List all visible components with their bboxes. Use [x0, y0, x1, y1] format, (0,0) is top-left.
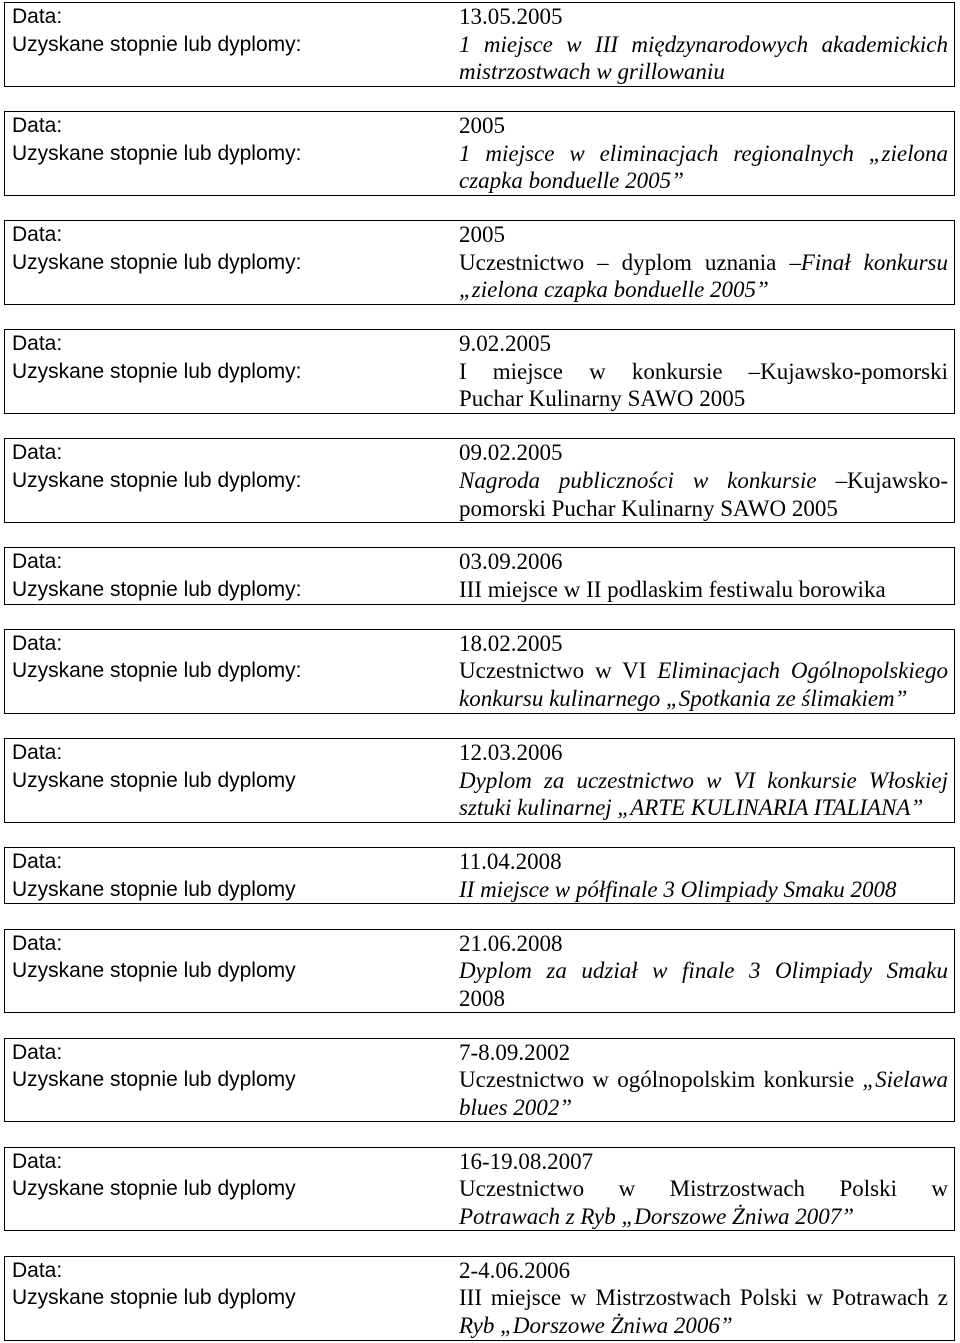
award-description — [459, 576, 954, 604]
date-value: 13.05.2005 — [459, 4, 563, 29]
description-line — [459, 685, 948, 713]
date-value: 18.02.2005 — [459, 630, 563, 656]
description-text: Uczestnictwo – dyplom uznania – — [459, 249, 801, 275]
description-text: blues 2002” — [459, 1094, 573, 1120]
description-text: 1 miejsce w eliminacjach regionalnych „zielona — [459, 140, 948, 166]
award-description — [459, 876, 954, 904]
award-entry — [4, 847, 955, 904]
description-line — [459, 985, 948, 1013]
description-line — [459, 1066, 948, 1094]
award-entry — [4, 929, 955, 1014]
date-label: Data: — [12, 332, 63, 356]
award-description — [459, 1175, 954, 1230]
date-label: Data: — [12, 1040, 63, 1064]
date-value: 16-19.08.2007 — [459, 1148, 594, 1174]
description-text: I miejsce w konkursie –Kujawsko-pomorski — [459, 358, 948, 384]
description-text: Uczestnictwo w Mistrzostwach Polski w — [459, 1176, 948, 1202]
description-line — [459, 167, 948, 195]
description-text: Uczestnictwo w ogólnopolskim konkursie — [459, 1067, 863, 1093]
description-text: „zielona czapka bonduelle 2005” — [459, 277, 769, 303]
description-text: III miejsce w Mistrzostwach Polski w Potrawach z — [459, 1285, 948, 1311]
award-entry — [4, 438, 955, 523]
awards-label: Uzyskane stopnie lub dyplomy: — [12, 250, 302, 274]
award-description — [459, 140, 954, 195]
description-line — [459, 1284, 948, 1312]
date-value: 2-4.06.2006 — [459, 1257, 571, 1283]
description-text: –Kujawsko- — [835, 467, 948, 493]
date-label: Data: — [12, 1258, 63, 1282]
description-line — [459, 767, 948, 795]
award-entry — [4, 629, 955, 714]
description-text: Dyplom za udział w finale 3 Olimpiady Smaku — [459, 958, 948, 984]
description-line — [459, 495, 948, 523]
awards-label: Uzyskane stopnie lub dyplomy — [12, 768, 296, 792]
date-value: 2005 — [459, 113, 505, 139]
date-label: Data: — [12, 1149, 63, 1173]
description-text: Ryb „Dorszowe Żniwa 2006” — [459, 1312, 733, 1338]
date-label: Data: — [12, 5, 63, 28]
description-text: III miejsce w II podlaskim festiwalu borowika — [459, 576, 886, 602]
awards-label: Uzyskane stopnie lub dyplomy — [12, 1286, 296, 1310]
award-entry — [4, 547, 955, 604]
award-description — [459, 467, 954, 522]
date-label: Data: — [12, 114, 63, 138]
award-entry — [4, 1147, 955, 1232]
awards-label: Uzyskane stopnie lub dyplomy — [12, 959, 296, 983]
awards-label: Uzyskane stopnie lub dyplomy: — [12, 577, 302, 601]
description-text: Finał konkursu — [800, 249, 948, 275]
award-entry — [4, 2, 955, 87]
description-text: konkursu kulinarnego „Spotkania ze ślimakiem” — [459, 686, 908, 712]
date-value: 12.03.2006 — [459, 739, 563, 765]
description-text: Puchar Kulinarny SAWO 2005 — [459, 386, 746, 412]
description-line — [459, 957, 948, 985]
description-line — [459, 385, 948, 413]
date-value: 09.02.2005 — [459, 440, 563, 466]
description-line — [459, 31, 948, 59]
awards-label: Uzyskane stopnie lub dyplomy — [12, 1177, 296, 1201]
award-description — [459, 957, 954, 1012]
description-text: mistrzostwach w grillowaniu — [459, 59, 725, 85]
description-line — [459, 467, 948, 495]
description-text: „Sielawa — [862, 1067, 948, 1093]
award-description — [459, 1066, 954, 1121]
awards-label: Uzyskane stopnie lub dyplomy — [12, 877, 296, 901]
date-value: 2005 — [459, 222, 505, 248]
date-label: Data: — [12, 850, 63, 874]
description-line — [459, 140, 948, 168]
award-entry — [4, 1038, 955, 1123]
date-label: Data: — [12, 931, 63, 955]
awards-label: Uzyskane stopnie lub dyplomy: — [12, 359, 302, 383]
date-value: 7-8.09.2002 — [459, 1039, 571, 1065]
description-text: Nagroda publiczności w konkursie — [459, 467, 836, 493]
description-line — [459, 276, 948, 304]
date-label: Data: — [12, 550, 63, 574]
description-line — [459, 1175, 948, 1203]
date-label: Data: — [12, 441, 63, 465]
award-description — [459, 657, 954, 712]
award-entry — [4, 111, 955, 196]
description-text: 1 miejsce w III międzynarodowych akademickich — [459, 31, 948, 57]
award-description — [459, 31, 954, 86]
description-line — [459, 576, 948, 604]
date-value: 9.02.2005 — [459, 331, 551, 357]
description-text: sztuki kulinarnej „ARTE KULINARIA ITALIANA” — [459, 795, 924, 821]
award-entry — [4, 1256, 955, 1341]
description-line — [459, 657, 948, 685]
award-entry — [4, 738, 955, 823]
date-label: Data: — [12, 631, 63, 655]
award-description — [459, 358, 954, 413]
description-text: Dyplom za uczestnictwo w VI konkursie Włoskiej — [459, 767, 948, 793]
awards-label: Uzyskane stopnie lub dyplomy: — [12, 32, 302, 56]
awards-label: Uzyskane stopnie lub dyplomy: — [12, 659, 302, 683]
award-description — [459, 767, 954, 822]
description-text: Potrawach z Ryb „Dorszowe Żniwa 2007” — [459, 1203, 855, 1229]
awards-label: Uzyskane stopnie lub dyplomy: — [12, 468, 302, 492]
description-text: 2008 — [459, 985, 505, 1011]
description-line — [459, 1094, 948, 1122]
description-line — [459, 58, 948, 86]
date-value: 21.06.2008 — [459, 930, 563, 956]
description-text: Uczestnictwo w VI — [459, 658, 658, 684]
description-line — [459, 876, 948, 904]
award-description — [459, 1284, 954, 1339]
awards-label: Uzyskane stopnie lub dyplomy — [12, 1068, 296, 1092]
description-line — [459, 249, 948, 277]
date-value: 03.09.2006 — [459, 549, 563, 575]
description-text: pomorski Puchar Kulinarny SAWO 2005 — [459, 495, 838, 521]
description-text: Eliminacjach Ogólnopolskiego — [657, 658, 948, 684]
description-text: II miejsce w półfinale 3 Olimpiady Smaku 2008 — [459, 876, 897, 902]
description-line — [459, 794, 948, 822]
date-label: Data: — [12, 740, 63, 764]
date-value: 11.04.2008 — [459, 849, 562, 875]
description-line — [459, 358, 948, 386]
description-line — [459, 1203, 948, 1231]
award-description — [459, 249, 954, 304]
award-entry — [4, 329, 955, 414]
date-label: Data: — [12, 223, 63, 247]
description-text: czapka bonduelle 2005” — [459, 168, 684, 194]
awards-label: Uzyskane stopnie lub dyplomy: — [12, 141, 302, 165]
award-entry — [4, 220, 955, 305]
description-line — [459, 1312, 948, 1340]
